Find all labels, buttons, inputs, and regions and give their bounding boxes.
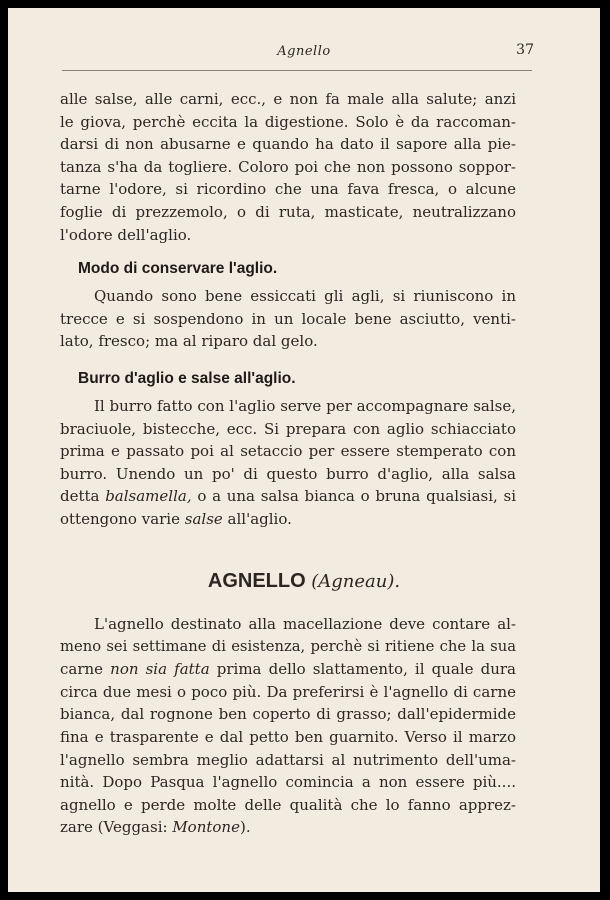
- text-line: alle salse, alle carni, ecc., e non fa male alla salute; anzi: [60, 90, 516, 108]
- text-line: nità. Dopo Pasqua l'agnello comincia a non essere più....: [60, 773, 516, 792]
- text-line: [60, 485, 516, 508]
- text-line: Quando sono bene essiccati gli agli, si riuniscono in: [94, 287, 516, 305]
- text-line: darsi di non abusarne e quando ha dato il sapore alla pie-: [60, 135, 516, 154]
- text-line: lato, fresco; ma al riparo dal gelo.: [60, 332, 318, 351]
- text-line: L'agnello destinato alla macellazione deve contare al-: [94, 615, 516, 633]
- text-line: [60, 816, 516, 839]
- page-number: 37: [516, 42, 534, 58]
- text-line: le giova, perchè eccita la digestione. Solo è da raccoman-: [60, 112, 516, 131]
- agnello-paragraph: [60, 613, 516, 839]
- text-line: bianca, dal rognone ben coperto di grasso; dall'epidermide: [60, 705, 516, 724]
- text-fragment: all'aglio.: [222, 509, 292, 528]
- entry-subtitle: (Agneau).: [311, 571, 401, 592]
- text-fragment: carne: [60, 660, 111, 679]
- text-fragment: ).: [239, 818, 251, 837]
- text-line: burro. Unendo un po' di questo burro d'aglio, alla salsa: [60, 464, 516, 483]
- text-line: braciuole, bistecche, ecc. Si prepara con aglio schiacciato: [60, 419, 516, 438]
- section-burro-paragraph: [60, 395, 516, 531]
- entry-title-text: AGNELLO: [207, 570, 306, 592]
- text-line: tanza s'ha da togliere. Coloro poi che non possono soppor-: [60, 157, 516, 176]
- text-line: circa due mesi o poco più. Da preferirsi è l'agnello di carne: [60, 682, 516, 701]
- text-line: l'odore dell'aglio.: [60, 225, 192, 244]
- text-line: [60, 658, 516, 681]
- section-heading-conservare: Modo di conservare l'aglio.: [78, 260, 278, 277]
- italic-crossref-montone: Montone: [172, 818, 240, 837]
- book-page: [8, 8, 600, 892]
- intro-paragraph: [60, 88, 516, 246]
- italic-term-balsamella: balsamella,: [105, 487, 192, 506]
- text-line: meno sei settimane di esistenza, perchè si ritiene che la sua: [60, 637, 516, 655]
- text-line: [60, 508, 516, 531]
- text-line: foglie di prezzemolo, o di ruta, masticate, neutralizzano: [60, 202, 516, 221]
- entry-title-agnello: [8, 570, 600, 593]
- italic-phrase: non sia fatta: [110, 660, 210, 679]
- section-conservare-paragraph: [60, 285, 516, 353]
- text-line: trecce e si sospendono in un locale bene asciutto, venti-: [60, 309, 516, 328]
- text-line: Il burro fatto con l'aglio serve per accompagnare salse,: [94, 397, 516, 415]
- running-header-title: Agnello: [277, 44, 331, 59]
- italic-term-salse: salse: [184, 509, 223, 528]
- text-line: tarne l'odore, si ricordino che una fava fresca, o alcune: [60, 180, 516, 199]
- text-line: agnello e perde molte delle qualità che lo fanno apprez-: [60, 795, 516, 814]
- text-fragment: o a una salsa bianca o bruna qualsiasi, si: [191, 487, 517, 506]
- text-line: l'agnello sembra meglio adattarsi al nutrimento dell'uma-: [60, 750, 516, 769]
- text-fragment: ottengono varie: [60, 509, 185, 528]
- text-fragment: prima dello slattamento, il quale dura: [209, 660, 516, 679]
- text-fragment: zare (Veggasi:: [60, 818, 173, 837]
- header-rule: [62, 70, 532, 71]
- text-fragment: detta: [60, 487, 106, 506]
- text-line: fina e trasparente e dal petto ben guarnito. Verso il marzo: [60, 727, 516, 746]
- text-line: prima e passato poi al setaccio per essere stemperato con: [60, 442, 516, 461]
- section-heading-burro: Burro d'aglio e salse all'aglio.: [78, 370, 296, 387]
